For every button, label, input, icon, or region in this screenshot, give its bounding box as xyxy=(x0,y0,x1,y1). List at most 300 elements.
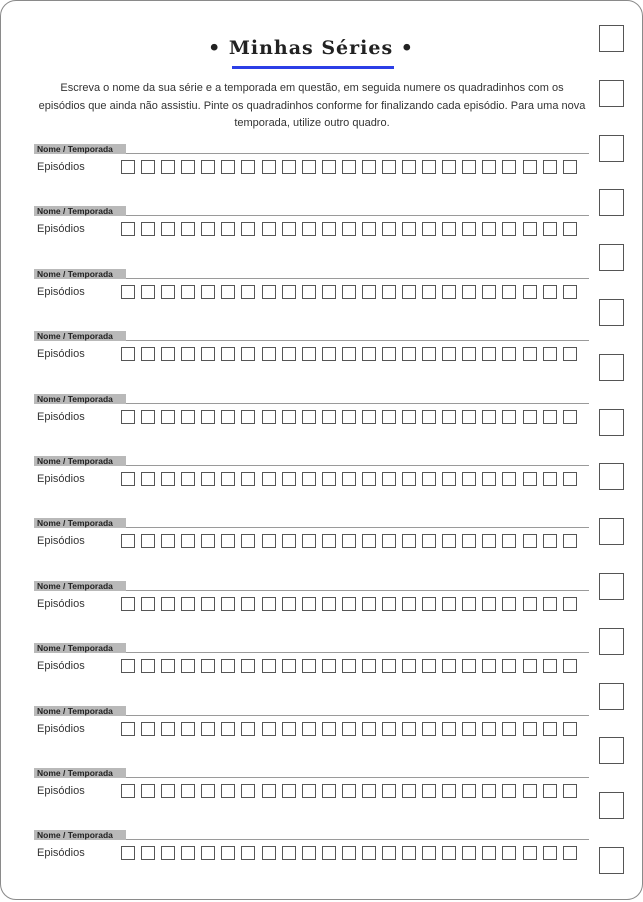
episode-checkbox[interactable] xyxy=(342,347,356,361)
episode-checkbox[interactable] xyxy=(422,285,436,299)
episode-checkbox[interactable] xyxy=(502,285,516,299)
episode-checkbox[interactable] xyxy=(201,347,215,361)
episode-checkbox[interactable] xyxy=(181,472,195,486)
episode-checkbox[interactable] xyxy=(563,597,577,611)
episode-checkbox[interactable] xyxy=(262,534,276,548)
episode-checkbox[interactable] xyxy=(302,222,316,236)
episode-checkbox[interactable] xyxy=(121,722,135,736)
episode-checkbox[interactable] xyxy=(201,534,215,548)
episode-checkbox[interactable] xyxy=(462,722,476,736)
episode-checkbox[interactable] xyxy=(563,659,577,673)
side-checkbox[interactable] xyxy=(599,354,624,381)
episode-checkbox[interactable] xyxy=(282,472,296,486)
episode-checkbox[interactable] xyxy=(181,659,195,673)
episode-checkbox[interactable] xyxy=(543,722,557,736)
episode-checkbox[interactable] xyxy=(342,472,356,486)
episode-checkbox[interactable] xyxy=(563,347,577,361)
episode-checkbox[interactable] xyxy=(402,534,416,548)
side-checkbox[interactable] xyxy=(599,737,624,764)
episode-checkbox[interactable] xyxy=(161,597,175,611)
episode-checkbox[interactable] xyxy=(382,347,396,361)
episode-checkbox[interactable] xyxy=(302,347,316,361)
episode-checkbox[interactable] xyxy=(382,410,396,424)
episode-checkbox[interactable] xyxy=(121,597,135,611)
episode-checkbox[interactable] xyxy=(563,472,577,486)
episode-checkbox[interactable] xyxy=(241,285,255,299)
episode-checkbox[interactable] xyxy=(342,285,356,299)
episode-checkbox[interactable] xyxy=(241,846,255,860)
episode-checkbox[interactable] xyxy=(342,722,356,736)
episode-checkbox[interactable] xyxy=(563,285,577,299)
episode-checkbox[interactable] xyxy=(482,659,496,673)
episode-checkbox[interactable] xyxy=(362,846,376,860)
episode-checkbox[interactable] xyxy=(241,659,255,673)
episode-checkbox[interactable] xyxy=(141,410,155,424)
episode-checkbox[interactable] xyxy=(523,222,537,236)
episode-checkbox[interactable] xyxy=(181,846,195,860)
episode-checkbox[interactable] xyxy=(462,659,476,673)
episode-checkbox[interactable] xyxy=(282,534,296,548)
episode-checkbox[interactable] xyxy=(362,659,376,673)
episode-checkbox[interactable] xyxy=(241,597,255,611)
episode-checkbox[interactable] xyxy=(302,784,316,798)
episode-checkbox[interactable] xyxy=(161,784,175,798)
episode-checkbox[interactable] xyxy=(241,410,255,424)
episode-checkbox[interactable] xyxy=(161,160,175,174)
episode-checkbox[interactable] xyxy=(161,222,175,236)
episode-checkbox[interactable] xyxy=(523,472,537,486)
episode-checkbox[interactable] xyxy=(442,222,456,236)
episode-checkbox[interactable] xyxy=(502,534,516,548)
episode-checkbox[interactable] xyxy=(322,784,336,798)
episode-checkbox[interactable] xyxy=(523,722,537,736)
episode-checkbox[interactable] xyxy=(221,222,235,236)
episode-checkbox[interactable] xyxy=(362,784,376,798)
episode-checkbox[interactable] xyxy=(543,534,557,548)
episode-checkbox[interactable] xyxy=(422,846,436,860)
episode-checkbox[interactable] xyxy=(322,659,336,673)
episode-checkbox[interactable] xyxy=(422,722,436,736)
side-checkbox[interactable] xyxy=(599,25,624,52)
episode-checkbox[interactable] xyxy=(241,722,255,736)
episode-checkbox[interactable] xyxy=(141,160,155,174)
episode-checkbox[interactable] xyxy=(442,534,456,548)
episode-checkbox[interactable] xyxy=(161,846,175,860)
episode-checkbox[interactable] xyxy=(563,222,577,236)
episode-checkbox[interactable] xyxy=(462,347,476,361)
episode-checkbox[interactable] xyxy=(262,285,276,299)
episode-checkbox[interactable] xyxy=(362,285,376,299)
episode-checkbox[interactable] xyxy=(282,410,296,424)
side-checkbox[interactable] xyxy=(599,518,624,545)
episode-checkbox[interactable] xyxy=(422,347,436,361)
episode-checkbox[interactable] xyxy=(221,722,235,736)
episode-checkbox[interactable] xyxy=(502,410,516,424)
episode-checkbox[interactable] xyxy=(482,784,496,798)
episode-checkbox[interactable] xyxy=(482,534,496,548)
episode-checkbox[interactable] xyxy=(502,846,516,860)
episode-checkbox[interactable] xyxy=(161,534,175,548)
episode-checkbox[interactable] xyxy=(563,784,577,798)
episode-checkbox[interactable] xyxy=(342,222,356,236)
episode-checkbox[interactable] xyxy=(462,846,476,860)
episode-checkbox[interactable] xyxy=(302,534,316,548)
episode-checkbox[interactable] xyxy=(402,222,416,236)
episode-checkbox[interactable] xyxy=(221,160,235,174)
episode-checkbox[interactable] xyxy=(402,659,416,673)
episode-checkbox[interactable] xyxy=(482,722,496,736)
episode-checkbox[interactable] xyxy=(342,410,356,424)
episode-checkbox[interactable] xyxy=(543,160,557,174)
episode-checkbox[interactable] xyxy=(342,534,356,548)
episode-checkbox[interactable] xyxy=(141,597,155,611)
episode-checkbox[interactable] xyxy=(282,285,296,299)
episode-checkbox[interactable] xyxy=(422,410,436,424)
episode-checkbox[interactable] xyxy=(502,722,516,736)
episode-checkbox[interactable] xyxy=(543,784,557,798)
episode-checkbox[interactable] xyxy=(462,285,476,299)
episode-checkbox[interactable] xyxy=(382,846,396,860)
episode-checkbox[interactable] xyxy=(462,160,476,174)
episode-checkbox[interactable] xyxy=(342,659,356,673)
episode-checkbox[interactable] xyxy=(201,846,215,860)
episode-checkbox[interactable] xyxy=(482,597,496,611)
episode-checkbox[interactable] xyxy=(523,347,537,361)
episode-checkbox[interactable] xyxy=(221,784,235,798)
episode-checkbox[interactable] xyxy=(462,784,476,798)
episode-checkbox[interactable] xyxy=(121,222,135,236)
episode-checkbox[interactable] xyxy=(462,534,476,548)
episode-checkbox[interactable] xyxy=(442,472,456,486)
episode-checkbox[interactable] xyxy=(322,846,336,860)
episode-checkbox[interactable] xyxy=(543,659,557,673)
episode-checkbox[interactable] xyxy=(543,846,557,860)
episode-checkbox[interactable] xyxy=(422,784,436,798)
episode-checkbox[interactable] xyxy=(121,659,135,673)
side-checkbox[interactable] xyxy=(599,792,624,819)
episode-checkbox[interactable] xyxy=(543,597,557,611)
episode-checkbox[interactable] xyxy=(161,347,175,361)
episode-checkbox[interactable] xyxy=(502,347,516,361)
episode-checkbox[interactable] xyxy=(141,347,155,361)
episode-checkbox[interactable] xyxy=(402,285,416,299)
episode-checkbox[interactable] xyxy=(563,160,577,174)
episode-checkbox[interactable] xyxy=(362,597,376,611)
episode-checkbox[interactable] xyxy=(181,410,195,424)
episode-checkbox[interactable] xyxy=(362,410,376,424)
episode-checkbox[interactable] xyxy=(442,347,456,361)
episode-checkbox[interactable] xyxy=(382,597,396,611)
episode-checkbox[interactable] xyxy=(342,784,356,798)
side-checkbox[interactable] xyxy=(599,573,624,600)
episode-checkbox[interactable] xyxy=(121,285,135,299)
episode-checkbox[interactable] xyxy=(181,722,195,736)
side-checkbox[interactable] xyxy=(599,628,624,655)
episode-checkbox[interactable] xyxy=(543,222,557,236)
episode-checkbox[interactable] xyxy=(141,472,155,486)
episode-checkbox[interactable] xyxy=(563,722,577,736)
name-season-line[interactable] xyxy=(126,215,589,216)
side-checkbox[interactable] xyxy=(599,135,624,162)
episode-checkbox[interactable] xyxy=(543,285,557,299)
episode-checkbox[interactable] xyxy=(302,285,316,299)
episode-checkbox[interactable] xyxy=(262,846,276,860)
episode-checkbox[interactable] xyxy=(181,534,195,548)
episode-checkbox[interactable] xyxy=(141,285,155,299)
episode-checkbox[interactable] xyxy=(563,410,577,424)
episode-checkbox[interactable] xyxy=(201,285,215,299)
side-checkbox[interactable] xyxy=(599,244,624,271)
episode-checkbox[interactable] xyxy=(523,597,537,611)
episode-checkbox[interactable] xyxy=(181,222,195,236)
episode-checkbox[interactable] xyxy=(442,285,456,299)
episode-checkbox[interactable] xyxy=(382,160,396,174)
episode-checkbox[interactable] xyxy=(402,784,416,798)
name-season-line[interactable] xyxy=(126,839,589,840)
episode-checkbox[interactable] xyxy=(382,534,396,548)
episode-checkbox[interactable] xyxy=(262,410,276,424)
episode-checkbox[interactable] xyxy=(382,722,396,736)
episode-checkbox[interactable] xyxy=(362,160,376,174)
episode-checkbox[interactable] xyxy=(342,846,356,860)
episode-checkbox[interactable] xyxy=(362,472,376,486)
episode-checkbox[interactable] xyxy=(482,846,496,860)
episode-checkbox[interactable] xyxy=(282,160,296,174)
episode-checkbox[interactable] xyxy=(241,160,255,174)
episode-checkbox[interactable] xyxy=(482,410,496,424)
episode-checkbox[interactable] xyxy=(322,597,336,611)
episode-checkbox[interactable] xyxy=(221,846,235,860)
episode-checkbox[interactable] xyxy=(241,472,255,486)
episode-checkbox[interactable] xyxy=(221,347,235,361)
episode-checkbox[interactable] xyxy=(262,347,276,361)
episode-checkbox[interactable] xyxy=(302,410,316,424)
episode-checkbox[interactable] xyxy=(121,410,135,424)
episode-checkbox[interactable] xyxy=(201,659,215,673)
name-season-line[interactable] xyxy=(126,590,589,591)
episode-checkbox[interactable] xyxy=(442,722,456,736)
episode-checkbox[interactable] xyxy=(462,410,476,424)
episode-checkbox[interactable] xyxy=(121,784,135,798)
episode-checkbox[interactable] xyxy=(282,222,296,236)
episode-checkbox[interactable] xyxy=(201,597,215,611)
episode-checkbox[interactable] xyxy=(282,846,296,860)
name-season-line[interactable] xyxy=(126,652,589,653)
episode-checkbox[interactable] xyxy=(402,347,416,361)
episode-checkbox[interactable] xyxy=(482,347,496,361)
episode-checkbox[interactable] xyxy=(382,472,396,486)
episode-checkbox[interactable] xyxy=(502,472,516,486)
episode-checkbox[interactable] xyxy=(523,659,537,673)
episode-checkbox[interactable] xyxy=(543,347,557,361)
episode-checkbox[interactable] xyxy=(161,285,175,299)
episode-checkbox[interactable] xyxy=(442,784,456,798)
name-season-line[interactable] xyxy=(126,278,589,279)
episode-checkbox[interactable] xyxy=(322,285,336,299)
episode-checkbox[interactable] xyxy=(221,534,235,548)
episode-checkbox[interactable] xyxy=(262,472,276,486)
episode-checkbox[interactable] xyxy=(121,160,135,174)
episode-checkbox[interactable] xyxy=(402,472,416,486)
episode-checkbox[interactable] xyxy=(442,846,456,860)
episode-checkbox[interactable] xyxy=(121,472,135,486)
episode-checkbox[interactable] xyxy=(282,659,296,673)
episode-checkbox[interactable] xyxy=(322,347,336,361)
episode-checkbox[interactable] xyxy=(201,160,215,174)
episode-checkbox[interactable] xyxy=(543,472,557,486)
episode-checkbox[interactable] xyxy=(262,222,276,236)
side-checkbox[interactable] xyxy=(599,463,624,490)
episode-checkbox[interactable] xyxy=(382,285,396,299)
episode-checkbox[interactable] xyxy=(221,410,235,424)
episode-checkbox[interactable] xyxy=(502,784,516,798)
episode-checkbox[interactable] xyxy=(141,659,155,673)
episode-checkbox[interactable] xyxy=(141,784,155,798)
side-checkbox[interactable] xyxy=(599,189,624,216)
episode-checkbox[interactable] xyxy=(462,472,476,486)
episode-checkbox[interactable] xyxy=(523,534,537,548)
episode-checkbox[interactable] xyxy=(181,597,195,611)
episode-checkbox[interactable] xyxy=(161,659,175,673)
episode-checkbox[interactable] xyxy=(221,659,235,673)
episode-checkbox[interactable] xyxy=(502,597,516,611)
episode-checkbox[interactable] xyxy=(402,597,416,611)
episode-checkbox[interactable] xyxy=(221,597,235,611)
name-season-line[interactable] xyxy=(126,777,589,778)
episode-checkbox[interactable] xyxy=(502,222,516,236)
episode-checkbox[interactable] xyxy=(362,347,376,361)
episode-checkbox[interactable] xyxy=(523,160,537,174)
name-season-line[interactable] xyxy=(126,715,589,716)
episode-checkbox[interactable] xyxy=(282,784,296,798)
episode-checkbox[interactable] xyxy=(563,534,577,548)
episode-checkbox[interactable] xyxy=(342,160,356,174)
episode-checkbox[interactable] xyxy=(482,160,496,174)
side-checkbox[interactable] xyxy=(599,80,624,107)
episode-checkbox[interactable] xyxy=(262,160,276,174)
episode-checkbox[interactable] xyxy=(221,472,235,486)
side-checkbox[interactable] xyxy=(599,847,624,874)
episode-checkbox[interactable] xyxy=(121,846,135,860)
episode-checkbox[interactable] xyxy=(502,160,516,174)
episode-checkbox[interactable] xyxy=(442,597,456,611)
episode-checkbox[interactable] xyxy=(302,472,316,486)
episode-checkbox[interactable] xyxy=(402,846,416,860)
episode-checkbox[interactable] xyxy=(322,410,336,424)
episode-checkbox[interactable] xyxy=(282,722,296,736)
episode-checkbox[interactable] xyxy=(382,659,396,673)
episode-checkbox[interactable] xyxy=(141,846,155,860)
episode-checkbox[interactable] xyxy=(282,347,296,361)
episode-checkbox[interactable] xyxy=(362,222,376,236)
episode-checkbox[interactable] xyxy=(543,410,557,424)
episode-checkbox[interactable] xyxy=(241,784,255,798)
episode-checkbox[interactable] xyxy=(241,534,255,548)
side-checkbox[interactable] xyxy=(599,409,624,436)
side-checkbox[interactable] xyxy=(599,683,624,710)
episode-checkbox[interactable] xyxy=(302,722,316,736)
episode-checkbox[interactable] xyxy=(563,846,577,860)
episode-checkbox[interactable] xyxy=(161,410,175,424)
episode-checkbox[interactable] xyxy=(181,347,195,361)
name-season-line[interactable] xyxy=(126,403,589,404)
episode-checkbox[interactable] xyxy=(362,534,376,548)
episode-checkbox[interactable] xyxy=(523,410,537,424)
episode-checkbox[interactable] xyxy=(523,846,537,860)
episode-checkbox[interactable] xyxy=(502,659,516,673)
episode-checkbox[interactable] xyxy=(121,347,135,361)
episode-checkbox[interactable] xyxy=(322,534,336,548)
episode-checkbox[interactable] xyxy=(302,846,316,860)
episode-checkbox[interactable] xyxy=(201,410,215,424)
episode-checkbox[interactable] xyxy=(442,410,456,424)
episode-checkbox[interactable] xyxy=(523,784,537,798)
episode-checkbox[interactable] xyxy=(201,784,215,798)
episode-checkbox[interactable] xyxy=(201,472,215,486)
episode-checkbox[interactable] xyxy=(482,285,496,299)
episode-checkbox[interactable] xyxy=(422,597,436,611)
episode-checkbox[interactable] xyxy=(482,222,496,236)
episode-checkbox[interactable] xyxy=(402,722,416,736)
episode-checkbox[interactable] xyxy=(141,722,155,736)
episode-checkbox[interactable] xyxy=(322,222,336,236)
episode-checkbox[interactable] xyxy=(241,222,255,236)
episode-checkbox[interactable] xyxy=(181,285,195,299)
side-checkbox[interactable] xyxy=(599,299,624,326)
episode-checkbox[interactable] xyxy=(382,784,396,798)
episode-checkbox[interactable] xyxy=(362,722,376,736)
episode-checkbox[interactable] xyxy=(302,597,316,611)
episode-checkbox[interactable] xyxy=(422,160,436,174)
episode-checkbox[interactable] xyxy=(161,722,175,736)
episode-checkbox[interactable] xyxy=(241,347,255,361)
episode-checkbox[interactable] xyxy=(422,659,436,673)
name-season-line[interactable] xyxy=(126,527,589,528)
episode-checkbox[interactable] xyxy=(382,222,396,236)
episode-checkbox[interactable] xyxy=(262,659,276,673)
episode-checkbox[interactable] xyxy=(462,222,476,236)
episode-checkbox[interactable] xyxy=(482,472,496,486)
episode-checkbox[interactable] xyxy=(342,597,356,611)
episode-checkbox[interactable] xyxy=(282,597,296,611)
episode-checkbox[interactable] xyxy=(402,160,416,174)
episode-checkbox[interactable] xyxy=(141,534,155,548)
episode-checkbox[interactable] xyxy=(121,534,135,548)
episode-checkbox[interactable] xyxy=(181,784,195,798)
name-season-line[interactable] xyxy=(126,340,589,341)
episode-checkbox[interactable] xyxy=(442,160,456,174)
episode-checkbox[interactable] xyxy=(322,722,336,736)
episode-checkbox[interactable] xyxy=(201,722,215,736)
episode-checkbox[interactable] xyxy=(262,784,276,798)
episode-checkbox[interactable] xyxy=(322,160,336,174)
name-season-line[interactable] xyxy=(126,465,589,466)
episode-checkbox[interactable] xyxy=(141,222,155,236)
episode-checkbox[interactable] xyxy=(262,722,276,736)
episode-checkbox[interactable] xyxy=(462,597,476,611)
episode-checkbox[interactable] xyxy=(422,534,436,548)
episode-checkbox[interactable] xyxy=(422,222,436,236)
episode-checkbox[interactable] xyxy=(181,160,195,174)
episode-checkbox[interactable] xyxy=(201,222,215,236)
episode-checkbox[interactable] xyxy=(422,472,436,486)
episode-checkbox[interactable] xyxy=(221,285,235,299)
episode-checkbox[interactable] xyxy=(302,659,316,673)
episode-checkbox[interactable] xyxy=(442,659,456,673)
episode-checkbox[interactable] xyxy=(262,597,276,611)
episode-checkbox[interactable] xyxy=(322,472,336,486)
name-season-line[interactable] xyxy=(126,153,589,154)
